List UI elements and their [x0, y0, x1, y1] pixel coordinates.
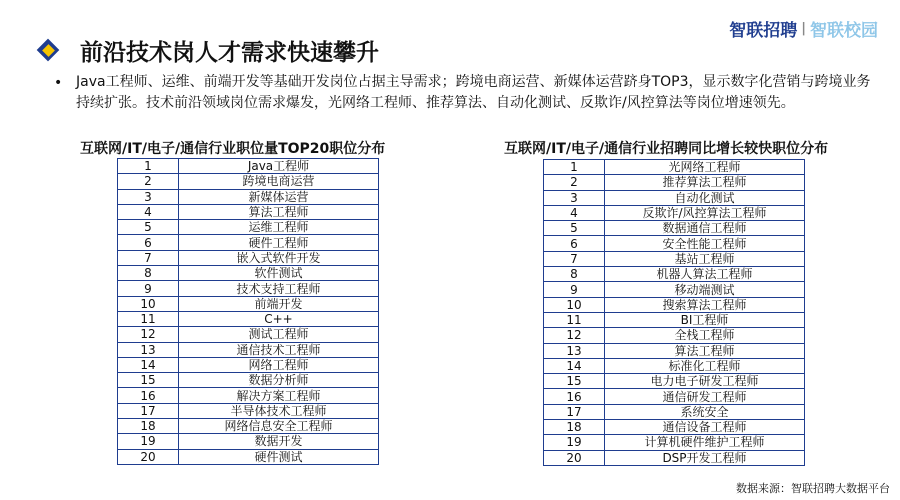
- bullet-dot-icon: •: [54, 75, 63, 91]
- job-cell: 运维工程师: [179, 220, 379, 235]
- table-row: [118, 311, 379, 326]
- rank-cell: 7: [544, 251, 605, 266]
- table-row: [544, 190, 805, 205]
- job-cell: 通信设备工程师: [605, 420, 805, 435]
- table-row: [118, 235, 379, 250]
- job-cell: 系统安全: [605, 404, 805, 419]
- job-cell: 前端开发: [179, 296, 379, 311]
- rank-cell: 14: [118, 357, 179, 372]
- table-row: [544, 358, 805, 373]
- table-row: [544, 450, 805, 465]
- job-cell: 计算机硬件维护工程师: [605, 435, 805, 450]
- rank-cell: 4: [544, 205, 605, 220]
- table-row: [118, 449, 379, 464]
- table-row: [544, 267, 805, 282]
- rank-cell: 2: [544, 175, 605, 190]
- job-cell: 光网络工程师: [605, 160, 805, 175]
- table-row: [118, 174, 379, 189]
- job-cell: 软件测试: [179, 266, 379, 281]
- rank-cell: 2: [118, 174, 179, 189]
- rank-cell: 15: [118, 373, 179, 388]
- rank-cell: 19: [544, 435, 605, 450]
- rank-cell: 16: [118, 388, 179, 403]
- table-row: [544, 236, 805, 251]
- table-row: [544, 435, 805, 450]
- table-row: [544, 221, 805, 236]
- job-cell: 全栈工程师: [605, 328, 805, 343]
- job-cell: 算法工程师: [179, 204, 379, 219]
- job-cell: 数据通信工程师: [605, 221, 805, 236]
- table-row: [118, 204, 379, 219]
- table-row: [118, 373, 379, 388]
- left-table-title: 互联网/IT/电子/通信行业职位量TOP20职位分布: [80, 141, 386, 157]
- rank-cell: 4: [118, 204, 179, 219]
- table-row: [118, 220, 379, 235]
- job-cell: 自动化测试: [605, 190, 805, 205]
- rank-cell: 1: [118, 159, 179, 174]
- table-row: [118, 388, 379, 403]
- table-row: [544, 175, 805, 190]
- rank-cell: 20: [118, 449, 179, 464]
- rank-cell: 11: [544, 312, 605, 327]
- table-row: [544, 420, 805, 435]
- rank-cell: 10: [544, 297, 605, 312]
- rank-cell: 18: [118, 419, 179, 434]
- job-cell: 硬件工程师: [179, 235, 379, 250]
- job-cell: 网络信息安全工程师: [179, 419, 379, 434]
- job-cell: 半导体技术工程师: [179, 403, 379, 418]
- job-cell: 测试工程师: [179, 327, 379, 342]
- job-cell: 通信研发工程师: [605, 389, 805, 404]
- job-cell: 安全性能工程师: [605, 236, 805, 251]
- rank-cell: 12: [544, 328, 605, 343]
- job-cell: Java工程师: [179, 159, 379, 174]
- rank-cell: 8: [118, 266, 179, 281]
- rank-cell: 13: [544, 343, 605, 358]
- job-cell: 推荐算法工程师: [605, 175, 805, 190]
- job-cell: 反欺诈/风控算法工程师: [605, 205, 805, 220]
- rank-cell: 14: [544, 358, 605, 373]
- job-cell: 技术支持工程师: [179, 281, 379, 296]
- table-row: [544, 282, 805, 297]
- table-row: [118, 159, 379, 174]
- summary-bullet: [54, 72, 884, 114]
- job-cell: 数据分析师: [179, 373, 379, 388]
- table-row: [118, 189, 379, 204]
- job-cell: 硬件测试: [179, 449, 379, 464]
- rank-cell: 12: [118, 327, 179, 342]
- logo-primary: 智联招聘: [729, 21, 798, 41]
- table-row: [544, 205, 805, 220]
- logo-secondary: 智联校园: [810, 21, 878, 41]
- job-cell: 基站工程师: [605, 251, 805, 266]
- rank-cell: 17: [118, 403, 179, 418]
- rank-cell: 6: [544, 236, 605, 251]
- job-cell: 机器人算法工程师: [605, 267, 805, 282]
- job-cell: 通信技术工程师: [179, 342, 379, 357]
- job-cell: 嵌入式软件开发: [179, 250, 379, 265]
- left-ranking-table: [117, 158, 379, 465]
- rank-cell: 3: [118, 189, 179, 204]
- table-row: [544, 328, 805, 343]
- table-row: [544, 297, 805, 312]
- job-cell: 数据开发: [179, 434, 379, 449]
- rank-cell: 9: [544, 282, 605, 297]
- job-cell: 新媒体运营: [179, 189, 379, 204]
- table-row: [118, 296, 379, 311]
- rank-cell: 18: [544, 420, 605, 435]
- right-ranking-table: [543, 159, 805, 466]
- table-row: [118, 327, 379, 342]
- rank-cell: 10: [118, 296, 179, 311]
- job-cell: DSP开发工程师: [605, 450, 805, 465]
- rank-cell: 19: [118, 434, 179, 449]
- table-row: [118, 434, 379, 449]
- job-cell: 移动端测试: [605, 282, 805, 297]
- table-row: [118, 419, 379, 434]
- table-row: [544, 389, 805, 404]
- rank-cell: 8: [544, 267, 605, 282]
- data-source: 数据来源：智联招聘大数据平台: [736, 482, 890, 495]
- rank-cell: 7: [118, 250, 179, 265]
- table-row: [544, 312, 805, 327]
- table-row: [118, 342, 379, 357]
- table-row: [118, 250, 379, 265]
- page-title: 前沿技术岗人才需求快速攀升: [80, 40, 379, 66]
- rank-cell: 9: [118, 281, 179, 296]
- job-cell: 解决方案工程师: [179, 388, 379, 403]
- job-cell: 标准化工程师: [605, 358, 805, 373]
- table-row: [118, 281, 379, 296]
- job-cell: 网络工程师: [179, 357, 379, 372]
- rank-cell: 5: [544, 221, 605, 236]
- table-row: [544, 404, 805, 419]
- rank-cell: 3: [544, 190, 605, 205]
- job-cell: 电力电子研发工程师: [605, 374, 805, 389]
- job-cell: 搜索算法工程师: [605, 297, 805, 312]
- job-cell: 算法工程师: [605, 343, 805, 358]
- job-cell: C++: [179, 311, 379, 326]
- zhaopin-logo: [729, 16, 878, 41]
- job-cell: BI工程师: [605, 312, 805, 327]
- right-table-title: 互联网/IT/电子/通信行业招聘同比增长较快职位分布: [504, 141, 829, 157]
- table-row: [118, 403, 379, 418]
- table-row: [118, 357, 379, 372]
- rank-cell: 17: [544, 404, 605, 419]
- rank-cell: 6: [118, 235, 179, 250]
- logo-separator: |: [801, 21, 806, 36]
- summary-text: Java工程师、运维、前端开发等基础开发岗位占据主导需求；跨境电商运营、新媒体运营跻身TOP3，显示数字化营销与跨境业务持续扩张。技术前沿领域岗位需求爆发，光网络工程师、推荐算法、自动化测试、反欺诈/风控算法等岗位增速领先。: [76, 74, 871, 111]
- table-row: [544, 374, 805, 389]
- table-row: [544, 160, 805, 175]
- job-cell: 跨境电商运营: [179, 174, 379, 189]
- rank-cell: 16: [544, 389, 605, 404]
- rank-cell: 13: [118, 342, 179, 357]
- rank-cell: 1: [544, 160, 605, 175]
- table-row: [118, 266, 379, 281]
- table-row: [544, 251, 805, 266]
- rank-cell: 5: [118, 220, 179, 235]
- rank-cell: 11: [118, 311, 179, 326]
- rank-cell: 20: [544, 450, 605, 465]
- table-row: [544, 343, 805, 358]
- diamond-icon: [36, 38, 62, 64]
- rank-cell: 15: [544, 374, 605, 389]
- slide-header: [0, 0, 900, 70]
